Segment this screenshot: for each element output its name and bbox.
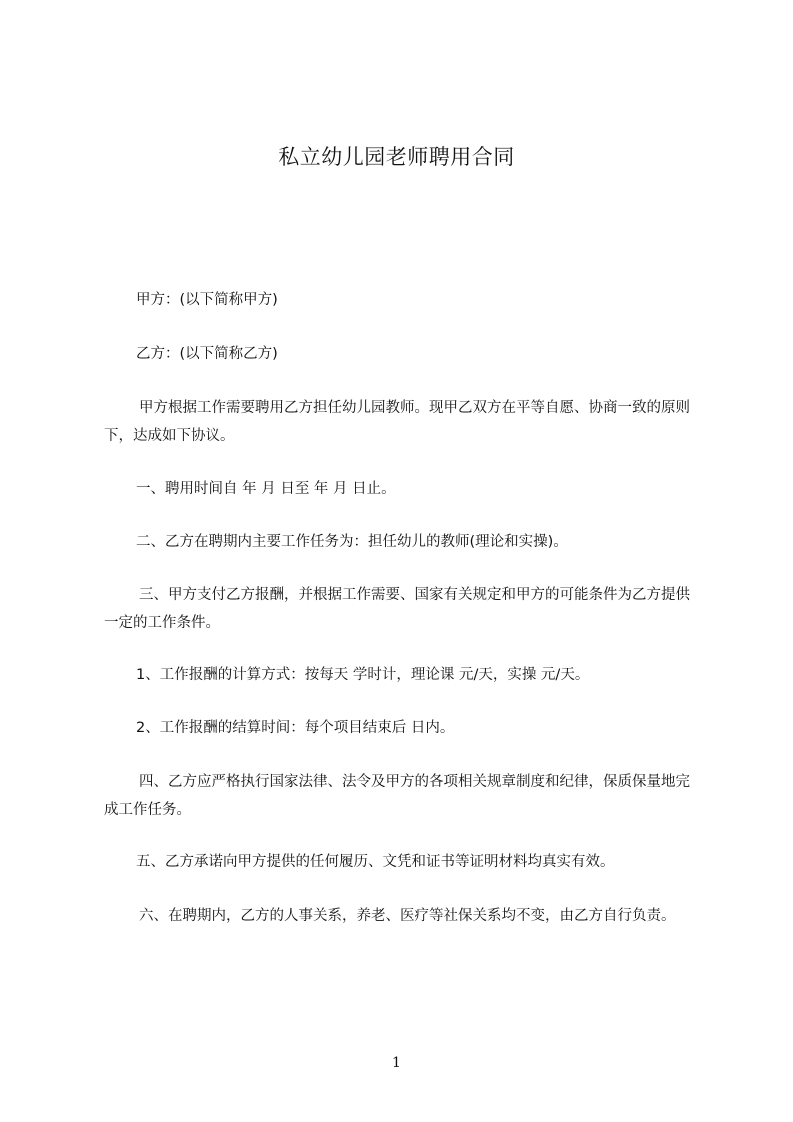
clause-6: 六、在聘期内，乙方的人事关系，养老、医疗等社保关系均不变，由乙方自行负责。	[139, 908, 676, 924]
clause-2: 二、乙方在聘期内主要工作任务为：担任幼儿的教师(理论和实操)。	[136, 534, 568, 550]
clause-3: 三、甲方支付乙方报酬，并根据工作需要、国家有关规定和甲方的可能条件为乙方提供一定的工作条件。	[104, 587, 690, 631]
clause-3-item-2: 2、工作报酬的结算时间：每个项目结束后 日内。	[136, 720, 455, 736]
party-a-line: 甲方：(以下简称甲方)	[136, 292, 278, 308]
intro-paragraph: 甲方根据工作需要聘用乙方担任幼儿园教师。现甲乙双方在平等自愿、协商一致的原则下，达成如下协议。	[104, 400, 690, 444]
party-b-line: 乙方：(以下简称乙方)	[136, 346, 278, 362]
clause-4: 四、乙方应严格执行国家法律、法令及甲方的各项相关规章制度和纪律，保质保量地完成工作任务。	[104, 774, 690, 818]
clause-5: 五、乙方承诺向甲方提供的任何履历、文凭和证书等证明材料均真实有效。	[136, 854, 615, 870]
document-title: 私立幼儿园老师聘用合同	[278, 145, 515, 169]
page-number: 1	[392, 1055, 401, 1071]
clause-1: 一、聘用时间自 年 月 日至 年 月 日止。	[136, 481, 396, 497]
clause-3-item-1: 1、工作报酬的计算方式：按每天 学时计，理论课 元/天，实操 元/天。	[136, 667, 590, 683]
